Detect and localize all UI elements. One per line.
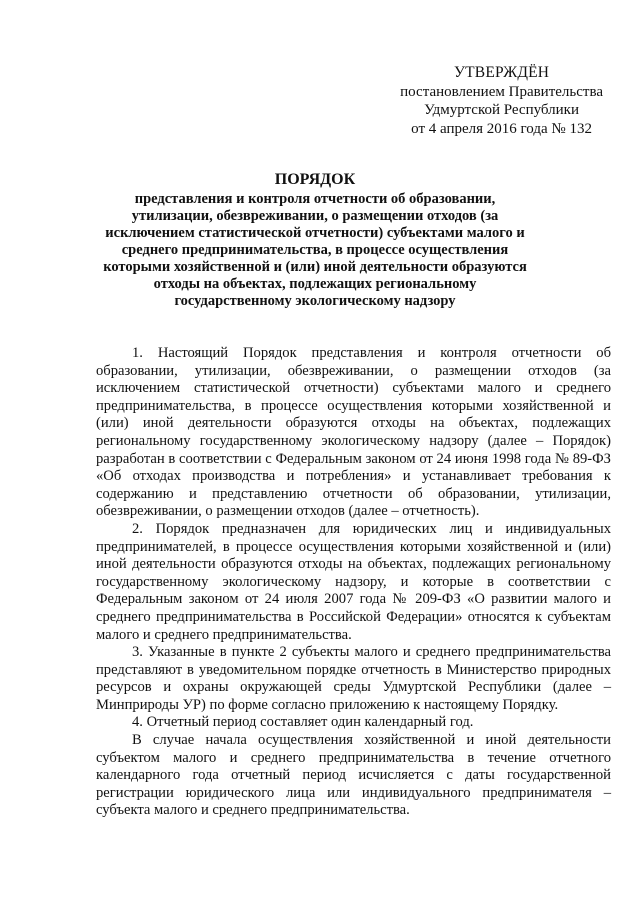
document-subtitle: представления и контроля отчетности об образовании, утилизации, обезвреживании, о размещении отходов (за исключением статистической отчетности) субъектами малого и среднего предпринимательства, в процессе осуществления которыми хозяйственной и (или) иной деятельности образуются отходы на объектах, подлежащих региональному государственному экологическому надзору (103, 191, 527, 309)
paragraph-2: 2. Порядок предназначен для юридических лиц и индивидуальных предпринимателей, в процессе осуществления которыми хозяйственной и (или) иной деятельности образуются отходы на объектах, подлежащих региональному государственному экологическому надзору, и которые в соответствии с Федеральным законом от 24 июля 2007 года № 209-ФЗ «О развитии малого и среднего предпринимательства в Российской Федерации» относятся к субъектам малого и среднего предпринимательства. (96, 520, 611, 643)
document-title-block (100, 170, 530, 310)
approval-line-2: Удмуртской Республики (424, 102, 580, 118)
approval-stamp (400, 64, 603, 138)
approval-line-1: постановлением Правительства (400, 83, 603, 100)
paragraph-4: 4. Отчетный период составляет один календарный год. (132, 714, 474, 731)
document-title: ПОРЯДОК (274, 171, 356, 188)
document-body (96, 345, 611, 820)
approval-date-line: от 4 апреля 2016 года № 132 (411, 120, 592, 137)
paragraph-5: В случае начала осуществления хозяйственной и иной деятельности субъектом малого и среднего предпринимательства в течение отчетного календарного года отчетный период исчисляется с даты государственной регистрации юридического лица или индивидуального предпринимателя – субъекта малого и среднего предпринимательства. (96, 732, 611, 819)
approval-heading: УТВЕРЖДЁН (453, 64, 550, 81)
paragraph-1: 1. Настоящий Порядок представления и контроля отчетности об образовании, утилизации, обезвреживании, о размещении отходов (за исключением статистической отчетности) субъектами малого и среднего предпринимательства, в процессе осуществления которыми хозяйственной и (или) иной деятельности образуются отходы на объектах, подлежащих региональному государственному экологическому надзору (далее – Порядок) разработан в соответствии с Федеральным законом от 24 июня 1998 года № 89-ФЗ «Об отходах производства и потребления» и устанавливает требования к содержанию и представлению отчетности об образовании, утилизации, обезвреживании, о размещении отходов (далее – отчетность). (96, 345, 611, 520)
paragraph-3: 3. Указанные в пункте 2 субъекты малого и среднего предпринимательства представляют в уведомительном порядке отчетность в Министерство природных ресурсов и охраны окружающей среды Удмуртской Республики (далее – Минприроды УР) по форме согласно приложению к настоящему Порядку. (96, 644, 611, 713)
